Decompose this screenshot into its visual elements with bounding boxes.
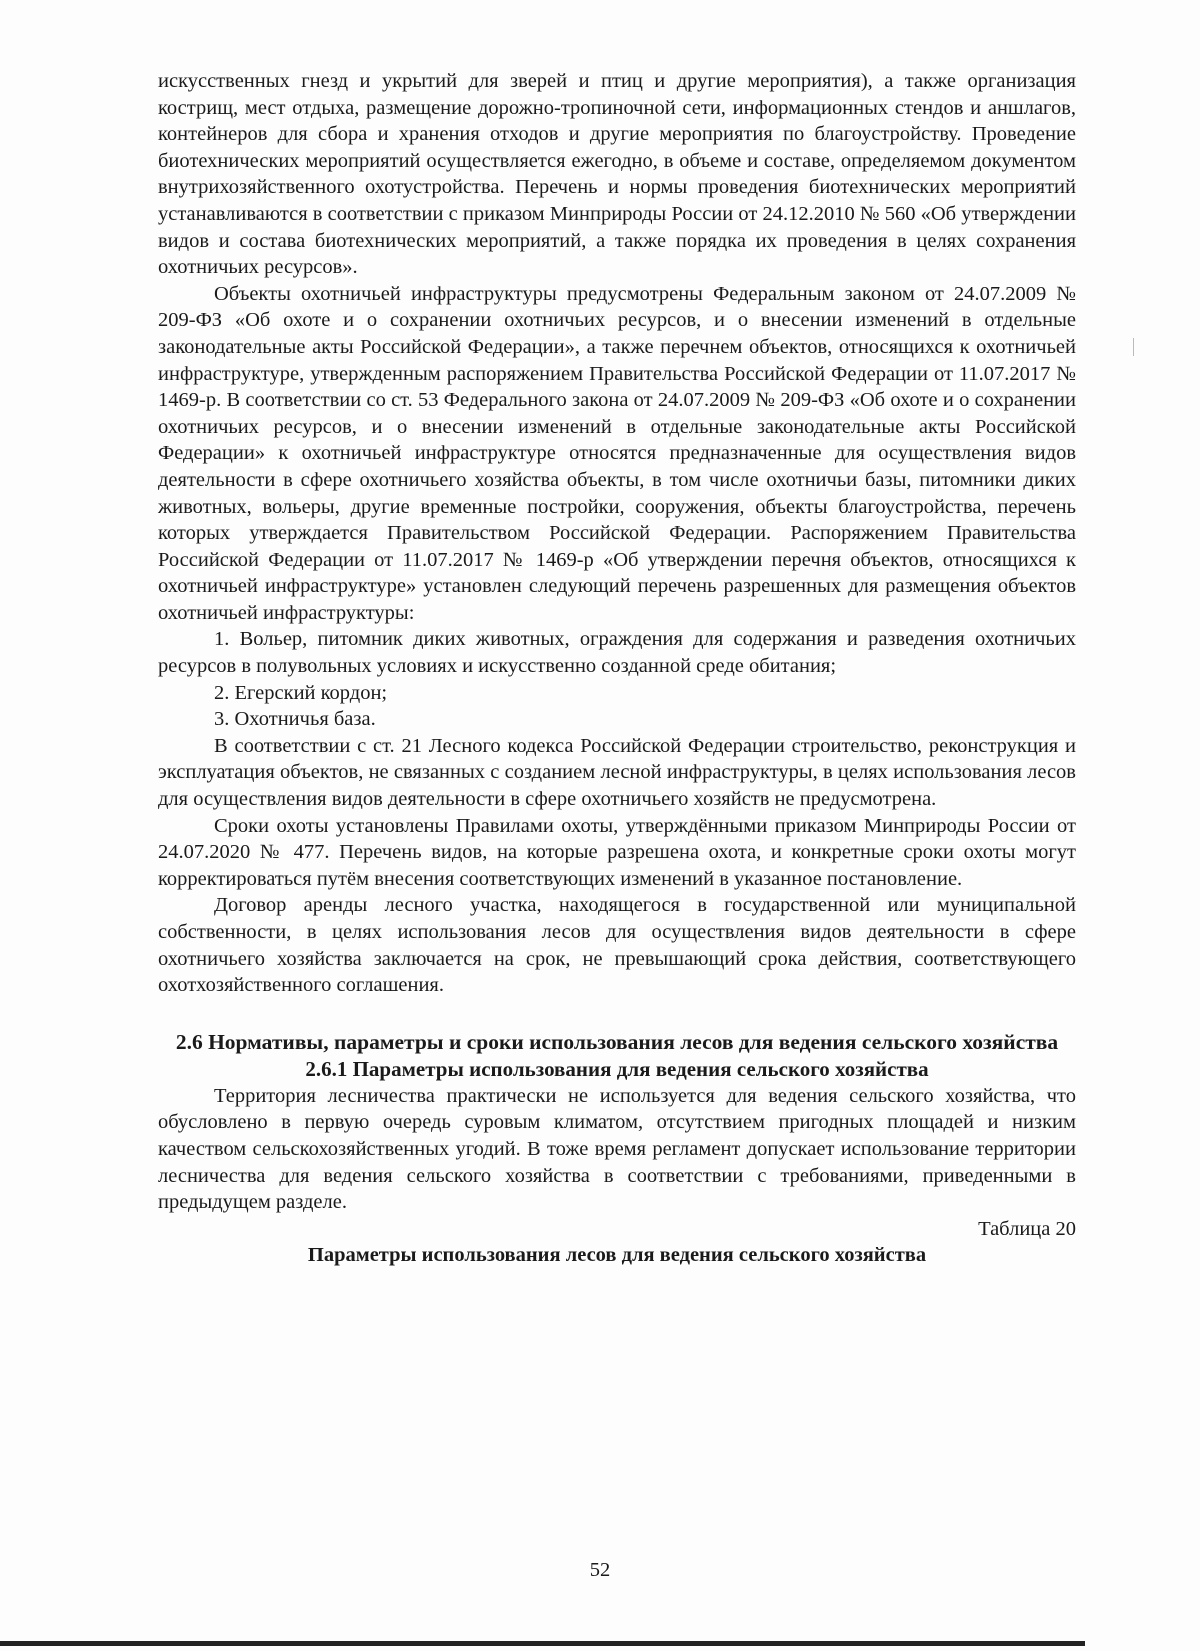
paragraph: Сроки охоты установлены Правилами охоты, утверждёнными приказом Минприроды России от 24.07.2020 № 477. Перечень видов, на которые разрешена охота, и конкретные сроки охоты могут корректироваться путём внесения соответствующих изменений в указанное постановление.	[158, 814, 1076, 890]
paragraph: Территория лесничества практически не используется для ведения сельского хозяйства, что обусловлено в первую очередь суровым климатом, отсутствием пригодных площадей и низким качеством сельскохозяйственных угодий. В тоже время регламент допускает использование территории лесничества для ведения сельского хозяйства в соответствии с требованиями, приведенными в предыдущем разделе.	[158, 1084, 1076, 1214]
table-title: Параметры использования лесов для ведения сельского хозяйства	[307, 1244, 927, 1267]
table-label: Таблица 20	[978, 1217, 1076, 1240]
paragraph: Договор аренды лесного участка, находящегося в государственной или муниципальной собственности, в целях использования лесов для осуществления видов деятельности в сфере охотничьего хозяйства заключается на срок, не превышающий срока действия, соответствующего охотхозяйственного соглашения.	[158, 894, 1076, 997]
paragraph: искусственных гнезд и укрытий для зверей и птиц и другие мероприятия), а также организация кострищ, мест отдыха, размещение дорожно-тропиночной сети, информационных стендов и аншлагов, контейнеров для сбора и хранения отходов и другие мероприятия по благоустройству. Проведение биотехнических мероприятий осуществляется ежегодно, в объеме и составе, определяемом документом внутрихозяйственного охотустройства. Перечень и нормы проведения биотехнических мероприятий устанавливаются в соответствии с приказом Минприроды России от 24.12.2010 № 560 «Об утверждении видов и состава биотехнических мероприятий, а также порядка их проведения в целях сохранения охотничьих ресурсов».	[158, 70, 1076, 279]
scan-edge-mark	[1133, 338, 1134, 356]
paragraph: Объекты охотничьей инфраструктуры предусмотрены Федеральным законом от 24.07.2009 № 209-ФЗ «Об охоте и о сохранении охотничьих ресурсов, и о внесении изменений в отдельные законодательные акты Российской Федерации», а также перечнем объектов, относящихся к охотничьей инфраструктуре, утвержденным распоряжением Правительства Российской Федерации от 11.07.2017 № 1469-р. В соответствии со ст. 53 Федерального закона от 24.07.2009 № 209-ФЗ «Об охоте и о сохранении охотничьих ресурсов, и о внесении изменений в отдельные законодательные акты Российской Федерации» к охотничьей инфраструктуре относятся предназначенные для осуществления видов деятельности в сфере охотничьего хозяйства объекты, в том числе охотничьи базы, питомники диких животных, вольеры, другие временные постройки, сооружения, объекты благоустройства, перечень которых утверждается Правительством Российской Федерации. Распоряжением Правительства Российской Федерации от 11.07.2017 № 1469-р «Об утверждении перечня объектов, относящихся к охотничьей инфраструктуре» установлен следующий перечень разрешенных для размещения объектов охотничьей инфраструктуры:	[158, 282, 1076, 624]
scan-bottom-line	[0, 1641, 1085, 1646]
list-item: 2. Егерский кордон;	[214, 681, 388, 704]
list-item: 1. Вольер, питомник диких животных, ограждения для содержания и разведения охотничьих ресурсов в полувольных условиях и искусственно созданной среде обитания;	[158, 628, 1076, 678]
page-number: 52	[589, 1559, 611, 1581]
section-heading: 2.6 Нормативы, параметры и сроки использования лесов для ведения сельского хозяйства	[175, 1029, 1059, 1054]
document-body	[158, 68, 1076, 1269]
list-item: 3. Охотничья база.	[214, 708, 376, 731]
subsection-heading: 2.6.1 Параметры использования для ведения сельского хозяйства	[305, 1056, 929, 1081]
section-spacer	[158, 999, 1076, 1029]
paragraph: В соответствии с ст. 21 Лесного кодекса Российской Федерации строительство, реконструкция и эксплуатация объектов, не связанных с созданием лесной инфраструктуры, в целях использования лесов для осуществления видов деятельности в сфере охотничьего хозяйств не предусмотрена.	[158, 734, 1076, 811]
